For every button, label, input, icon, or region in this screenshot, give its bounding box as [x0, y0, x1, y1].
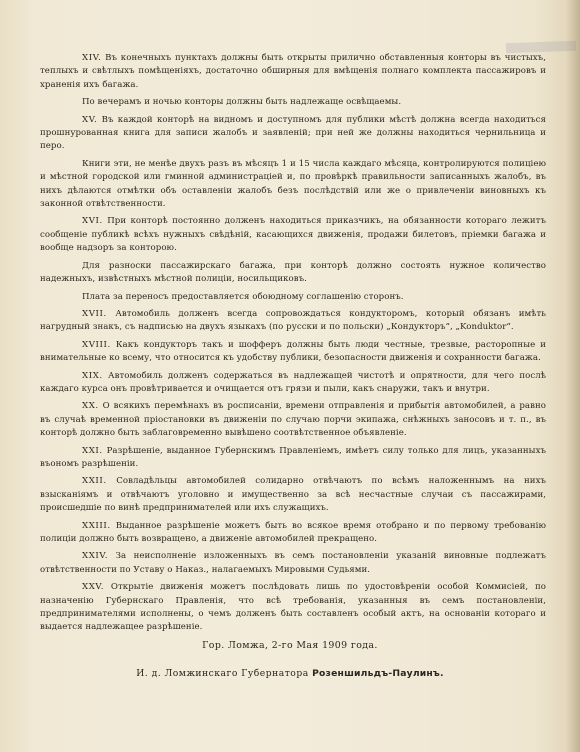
- paragraph-xix: XIX. Автомобиль долженъ содержаться въ надлежащей чистотѣ и опрятности, для чего послѣ каждаго курса онъ провѣтривается и очищается отъ грязи и пыли, какъ снаружи, такъ и внутри.: [40, 370, 546, 394]
- paragraph-xxii: XXII. Совладѣльцы автомобилей солидарно отвѣчаютъ по всѣмъ наложеннымъ на нихъ взысканіямъ и отвѣчаютъ уголовно и имущественно за всѣ несчастные случаи съ пассажирами, происшедшіе по винѣ предпринимателей или ихъ служащихъ.: [40, 476, 546, 514]
- place-and-date: Гор. Ломжа, 2-го Мая 1909 года.: [202, 640, 378, 651]
- signature-title: И. д. Ломжинскаго Губернатора: [136, 668, 309, 679]
- paragraph-xv-books: Книги эти, не менѣе двухъ разъ въ мѣсяцъ 1 и 15 числа каждаго мѣсяца, контролируются полиціею и мѣстной городской или гминной администраціей и, по провѣркѣ правильности записанныхъ жалобъ, въ нихъ дѣлаются отмѣтки объ оставленіи жалобъ безъ послѣдствій или же о привлеченіи виновныхъ къ законной отвѣтственности.: [40, 158, 546, 210]
- paragraph-xvi-porters: Для разноски пассажирскаго багажа, при конторѣ должно состоять нужное количество надежныхъ, извѣстныхъ мѣстной полиціи, носильщиковъ.: [40, 260, 546, 285]
- paragraph-xxiii: XXIII. Выданное разрѣшеніе можетъ быть во всякое время отобрано и по первому требованію полиціи должно быть возвращено, а движеніе автомобилей прекращено.: [40, 520, 546, 544]
- paragraph-xvii: XVII. Автомобиль долженъ всегда сопровождаться кондукторомъ, который обязанъ имѣть нагрудный знакъ, съ надписью на двухъ языкахъ (по русски и по польски) „Кондукторъ“, „Konduktor“.: [40, 308, 546, 333]
- paragraph-xx: XX. О всякихъ перемѣнахъ въ росписаніи, времени отправленія и прибытія автомобилей, а равно въ случаѣ временной пріостановки въ движеніи по случаю порчи экипажа, снѣжныхъ заносовъ и т. п., въ конторѣ должно быть заблаговременно вывѣшено соотвѣтственное объявленіе.: [40, 401, 546, 439]
- paragraph-xiv: XIV. Въ конечныхъ пунктахъ должны быть открыты прилично обставленныя конторы въ чистыхъ, теплыхъ и свѣтлыхъ помѣщеніяхъ, достаточно обширныя для вмѣщенія полнаго комплекта пассажировъ и храненія ихъ багажа.: [40, 53, 546, 90]
- signature-name: Розеншильдъ-Паулинъ.: [312, 668, 444, 679]
- paragraph-xv: XV. Въ каждой конторѣ на видномъ и доступномъ для публики мѣстѣ должна всегда находиться прошнурованная книга для записи жалобъ и заявленій; при ней же должны находиться чернильница и перо.: [40, 114, 546, 152]
- paragraph-xxiv: XXIV. За неисполненіе изложенныхъ въ семъ постановленіи указаній виновные подлежатъ отвѣтственности по Уставу о Наказ., налагаемыхъ Мировыми Судьями.: [40, 551, 546, 575]
- paragraph-xvi-fee: Плата за переносъ предоставляется обоюдному соглашенію сторонъ.: [82, 291, 404, 302]
- paragraph-xviii: XVIII. Какъ кондукторъ такъ и шофферъ должны быть люди честные, трезвые, расторопные и внимательные ко всему, что относится къ удобству публики, безопасности движенія и сохранности багажа.: [40, 339, 546, 364]
- regulation-body: [40, 52, 546, 639]
- paragraph-xvi: XVI. При конторѣ постоянно долженъ находиться приказчикъ, на обязанности котораго лежитъ сообщеніе публикѣ всѣхъ нужныхъ свѣдѣній, касающихся движенія, продажи билетовъ, пріемки багажа и вообще надзоръ за конторою.: [40, 216, 546, 254]
- signature-line: [0, 668, 580, 679]
- paragraph-xiv-lighting: По вечерамъ и ночью конторы должны быть надлежаще освѣщаемы.: [82, 97, 402, 108]
- paragraph-xxi: XXI. Разрѣшеніе, выданное Губернскимъ Правленіемъ, имѣетъ силу только для лицъ, указанныхъ въономъ разрѣшеніи.: [40, 445, 546, 469]
- paragraph-xxv: XXV. Открытіе движенія можетъ послѣдовать лишь по удостовѣреніи особой Коммисіей, по назначенію Губернскаго Правленія, что всѣ требованія, указанныя въ семъ постановленіи, предпринимателями исполнены, о чемъ долженъ быть составленъ особый актъ, на основаніи котораго и выдается надлежащее разрѣшеніе.: [40, 582, 546, 633]
